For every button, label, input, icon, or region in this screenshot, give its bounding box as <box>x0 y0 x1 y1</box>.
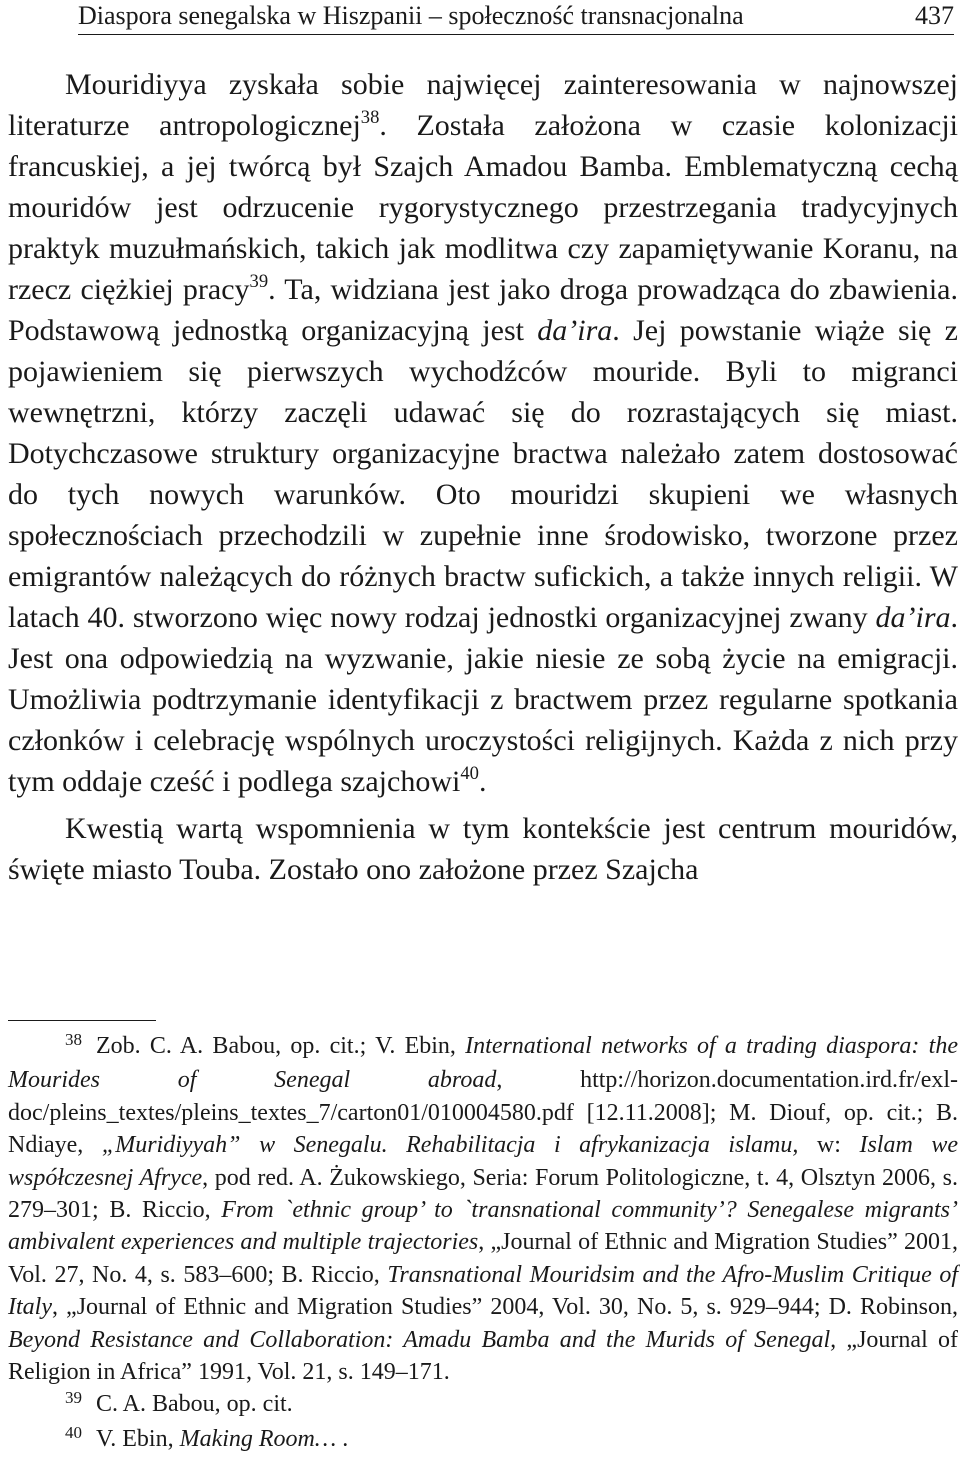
footnote-number: 38 <box>65 1030 82 1049</box>
footnote-text: , „Journal of Ethnic and Migration Studies” 2001, Vol. 27, No. 4, s. 583–600; B. Riccio, <box>8 1229 958 1288</box>
footnote-40 <box>8 1423 958 1457</box>
footnote-39 <box>8 1388 958 1422</box>
footnote-ref-38[interactable]: 38 <box>360 107 380 128</box>
footnotes <box>8 1030 958 1457</box>
footnote-title: From `ethnic group’ to `transnational community’? Senegalese migrants’ ambivalent experiences and multiple trajectories <box>8 1197 959 1256</box>
text-run: . Ta, widziana jest jako droga prowadząca do zbawienia. Podstawową jednostką organizacyjną jest <box>8 273 958 347</box>
page-number: 437 <box>915 1 954 30</box>
footnote-text: , „Journal of Ethnic and Migration Studies” 2004, Vol. 30, No. 5, s. 929–944; D. Robinson, <box>51 1294 958 1321</box>
footnote-text: , http://horizon.documentation.ird.fr/exl-doc/pleins_textes/pleins_textes_7/carton01/010004580.pdf [12.11.2008]; M. Diouf, op. cit.; B. Ndiaye, <box>8 1067 958 1159</box>
footnote-text: , pod red. A. Żukowskiego, Seria: Forum Politologiczne, t. 4, Olsztyn 2006, s. 279–301; B. Riccio, <box>8 1164 958 1224</box>
footnote-38 <box>8 1030 958 1388</box>
footnote-ref-39[interactable]: 39 <box>249 271 269 292</box>
term-daira: da’ira <box>537 314 613 347</box>
text-run: Mouridiyya zyskała sobie najwięcej zainteresowania w najnowszej literaturze antropologicznej <box>8 68 958 142</box>
main-text <box>8 64 958 890</box>
running-title: Diaspora senegalska w Hiszpanii – społeczność transnacjonalna <box>78 1 744 30</box>
footnote-title: „Muridiyyah” w Senegalu. Rehabilitacja i afrykanizacja islamu, <box>101 1132 799 1159</box>
term-daira: da’ira <box>875 601 951 634</box>
paragraph-1 <box>8 64 958 802</box>
footnote-title: International networks of a trading diaspora: the Mourides of Senegal abroad <box>8 1033 958 1094</box>
text-run: . Jej powstanie wiąże się z pojawieniem się pierwszych wychodźców mouride. Byli to migranci wewnętrzni, którzy zaczęli udawać się do rozrastających się miast. Dotychczasowe struktury organizacyjne bractwa należało zatem dostosować do tych nowych warunków. Oto mouridzi skupieni we własnych społecznościach przechodzili w zupełnie inne środowisko, tworzone przez emigrantów należących do różnych bractw sufickich, a także innych religii. W latach 40. stworzono więc nowy rodzaj jednostki organizacyjnej zwany <box>8 314 958 634</box>
footnote-text: V. Ebin, <box>96 1425 180 1452</box>
footnote-text: . <box>342 1425 349 1452</box>
footnote-separator <box>8 1020 156 1021</box>
footnote-title: Beyond Resistance and Collaboration: Amadu Bamba and the Murids of Senegal, <box>8 1326 837 1353</box>
footnote-text: Zob. C. A. Babou, op. cit.; V. Ebin, <box>96 1033 466 1059</box>
paragraph-2: Kwestią wartą wspomnienia w tym kontekście jest centrum mouridów, święte miasto Touba. Zostało ono założone przez Szajcha <box>8 812 958 886</box>
running-header <box>78 0 954 35</box>
footnote-text: C. A. Babou, op. cit. <box>96 1391 293 1418</box>
footnote-text: „Journal of Religion in Africa” 1991, Vol. 21, s. 149–171. <box>8 1326 958 1386</box>
footnote-text: w: <box>798 1132 860 1159</box>
text-run: . <box>478 765 487 798</box>
text-run: . Jest ona odpowiedzią na wyzwanie, jakie niesie ze sobą życie na emigracji. Umożliwia podtrzymanie identyfikacji z bractwem przez regularne spotkania członków i celebrację wspólnych uroczystości religijnych. Każda z nich przy tym oddaje cześć i podlega szajchowi <box>8 601 958 798</box>
footnote-title: Islam we współczesnej Afryce <box>8 1132 959 1191</box>
footnote-title: Transnational Mouridsim and the Afro-Muslim Critique of Italy <box>8 1261 959 1321</box>
footnote-number: 39 <box>65 1388 82 1408</box>
footnote-title: Making Room… <box>179 1425 343 1452</box>
text-run: . Została założona w czasie kolonizacji francuskiej, a jej twórcą był Szajch Amadou Bamba. Emblematyczną cechą mouridów jest odrzucenie rygorystycznego przestrzegania tradycyjnych praktyk muzułmańskich, takich jak modlitwa czy zapamiętywanie Koranu, na rzecz ciężkiej pracy <box>8 109 958 306</box>
footnote-ref-40[interactable]: 40 <box>460 763 479 784</box>
footnote-number: 40 <box>65 1422 82 1442</box>
